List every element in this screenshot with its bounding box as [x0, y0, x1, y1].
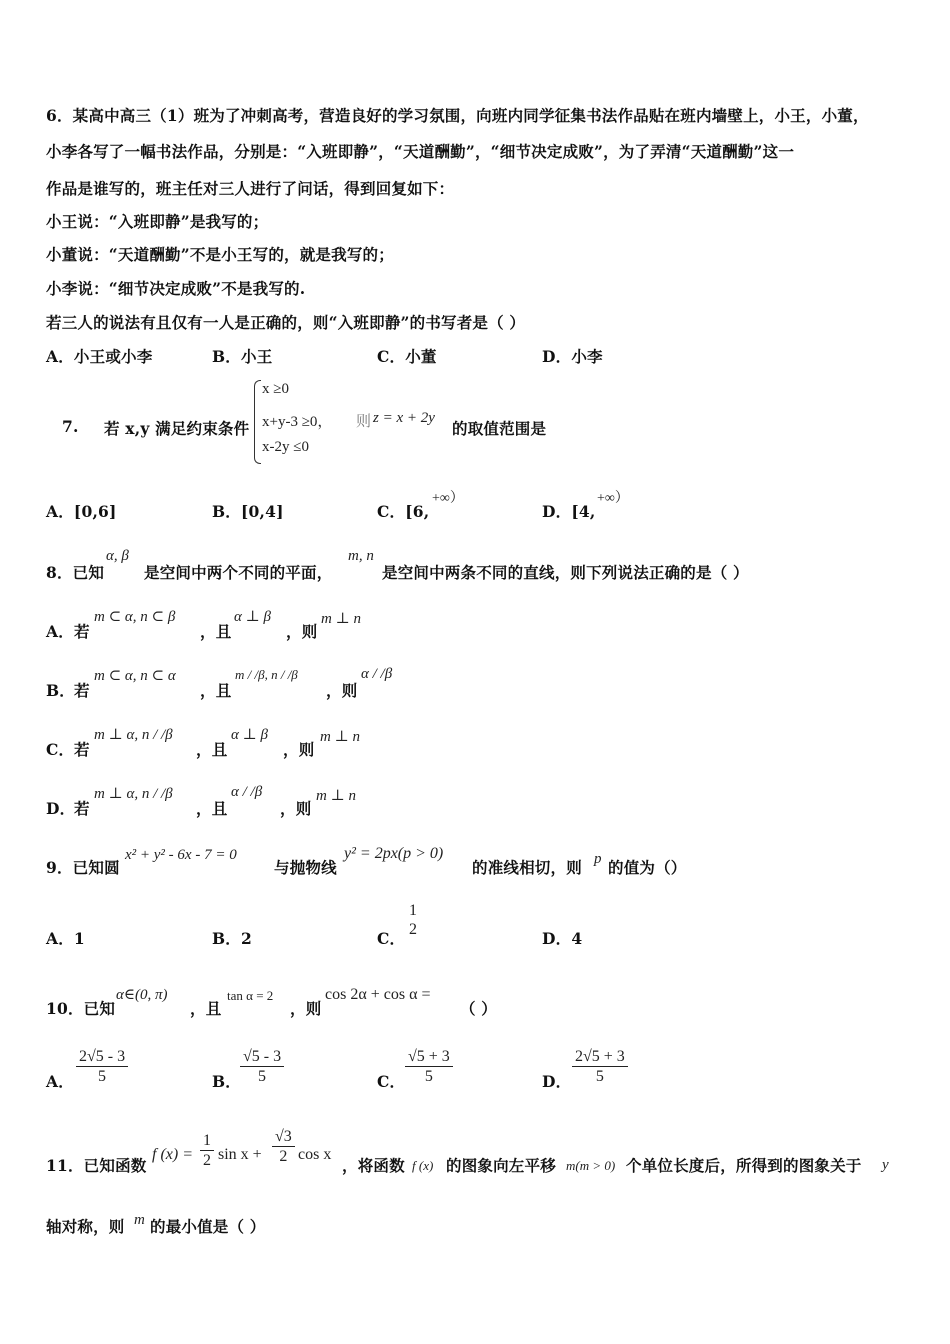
q9-option-c-numerator: 1 — [409, 902, 417, 919]
q10-tan-condition: tan α = 2 — [227, 988, 274, 1003]
q11-stem-part-1: 11．已知函数 — [46, 1156, 147, 1175]
q10-option-d-numerator: 2√5 + 3 — [572, 1047, 628, 1067]
q8-option-d-and: ，且 — [196, 799, 228, 818]
q10-stem-part-2: ，且 — [190, 999, 222, 1018]
q6-option-b: B．小王 — [212, 347, 273, 366]
q7-option-d-infinity: +∞） — [597, 491, 629, 506]
q6-line-5: 小董说：“天道酬勤”不是小王写的，就是我写的； — [46, 245, 394, 264]
q8-planes: α, β — [106, 548, 129, 564]
q8-option-b-conclusion: α / /β — [361, 666, 393, 682]
q7-suffix: 的取值范围是 — [452, 419, 547, 438]
q8-stem-part-1: 8．已知 — [46, 563, 105, 582]
q7-option-a: A．[0,6] — [46, 502, 117, 521]
q8-option-a-condition-2: α ⊥ β — [234, 609, 271, 625]
q10-alpha-range: α∈(0, π) — [116, 987, 168, 1003]
q8-option-a-then: ，则 — [286, 622, 318, 641]
q7-constraint-2: x+y-3 ≥0， — [262, 414, 333, 430]
q8-option-b-condition-1: m ⊂ α, n ⊂ α — [94, 668, 176, 684]
q7-constraint-brace — [254, 380, 261, 464]
q8-option-d-conclusion: m ⊥ n — [316, 788, 356, 804]
q7-option-c: C．[6, — [377, 502, 430, 521]
q6-line-6: 小李说：“细节决定成败”不是我写的. — [46, 279, 306, 298]
q11-stem-part-3: 的图象向左平移 — [446, 1156, 556, 1175]
q8-option-c-label: C． — [46, 740, 75, 759]
q10-stem-part-3: ，则 — [290, 999, 322, 1018]
q10-option-c-denominator: 5 — [424, 1068, 433, 1085]
q11-function-name-2: f (x) — [412, 1158, 434, 1173]
q7-option-b: B．[0,4] — [212, 502, 284, 521]
q9-option-b: B．2 — [212, 929, 252, 948]
q8-option-a-conclusion: m ⊥ n — [321, 611, 361, 627]
q8-option-b-if: 若 — [74, 681, 90, 700]
q11-root3-fraction — [272, 1127, 295, 1166]
q11-stem-part-4: 个单位长度后，所得到的图象关于 — [626, 1156, 862, 1175]
q11-half-fraction — [200, 1131, 214, 1170]
q8-option-d-if: 若 — [74, 799, 90, 818]
q10-option-d-denominator: 5 — [595, 1068, 604, 1085]
q10-option-b-fraction — [240, 1047, 284, 1086]
q7-prefix: 若 x,y 满足约束条件 — [104, 419, 250, 438]
q9-option-c-denominator: 2 — [409, 921, 417, 938]
q8-option-c-and: ，且 — [196, 740, 228, 759]
q10-option-c-numerator: √5 + 3 — [405, 1047, 453, 1067]
q10-option-b-label: B． — [212, 1072, 242, 1091]
q11-line-2-part-1: 轴对称，则 — [46, 1217, 125, 1236]
q10-option-a-fraction — [76, 1047, 128, 1086]
q9-stem-part-2: 与抛物线 — [274, 858, 337, 877]
q6-option-c: C．小董 — [377, 347, 437, 366]
q8-option-b-label: B． — [46, 681, 76, 700]
q8-option-c-if: 若 — [74, 740, 90, 759]
q8-option-b-condition-2: m / /β, n / /β — [235, 667, 298, 682]
q8-option-d-condition-2: α / /β — [231, 784, 263, 800]
q8-option-d-label: D． — [46, 799, 76, 818]
q8-option-b-then: ，则 — [326, 681, 358, 700]
q7-then: 则 — [356, 414, 372, 430]
q11-m-symbol: m — [134, 1212, 145, 1228]
q10-option-a-denominator: 5 — [98, 1068, 107, 1085]
q8-option-a-label: A． — [46, 622, 74, 641]
q10-option-c-fraction — [405, 1047, 453, 1086]
q7-objective: z = x + 2y — [373, 410, 435, 426]
q9-p-symbol: p — [594, 851, 602, 867]
q11-function-name: f (x) = — [152, 1146, 193, 1163]
q11-line-2-part-2: 的最小值是（ ） — [150, 1217, 266, 1236]
q10-expression: cos 2α + cos α = — [325, 986, 431, 1003]
q6-line-7: 若三人的说法有且仅有一人是正确的，则“入班即静”的书写者是（ ） — [46, 313, 526, 332]
q9-parabola-equation: y² = 2px(p > 0) — [344, 845, 444, 862]
q8-option-d-condition-1: m ⊥ α, n / /β — [94, 786, 173, 802]
q8-option-a-and: ，且 — [200, 622, 232, 641]
q8-stem-part-2: 是空间中两个不同的平面， — [144, 563, 333, 582]
q7-constraint-1: x ≥0 — [262, 381, 289, 397]
q11-half-denominator: 2 — [203, 1152, 211, 1169]
q6-line-1: 6．某高中高三（1）班为了冲刺高考，营造良好的学习氛围，向班内同学征集书法作品贴在班内墙壁上，小王，小董， — [46, 106, 869, 125]
q8-stem-part-3: 是空间中两条不同的直线，则下列说法正确的是（ ） — [382, 563, 749, 582]
q8-option-a-condition-1: m ⊂ α, n ⊂ β — [94, 609, 176, 625]
q7-constraint-3: x-2y ≤0 — [262, 439, 309, 455]
q8-lines: m, n — [348, 548, 374, 564]
q10-option-a-label: A． — [46, 1072, 74, 1091]
q10-answer-bracket: （ ） — [460, 999, 497, 1018]
q8-option-c-then: ，则 — [283, 740, 315, 759]
q11-half-numerator: 1 — [200, 1131, 214, 1151]
q7-option-d: D．[4, — [542, 502, 596, 521]
q9-option-d: D．4 — [542, 929, 583, 948]
q11-stem-part-2: ，将函数 — [342, 1156, 405, 1175]
q9-option-a: A．1 — [46, 929, 85, 948]
q6-option-a: A．小王或小李 — [46, 347, 153, 366]
q7-option-c-infinity: +∞） — [432, 491, 464, 506]
q6-line-3: 作品是谁写的，班主任对三人进行了问话，得到回复如下： — [46, 179, 455, 198]
q9-option-c: C． — [377, 929, 406, 948]
q9-stem-part-3: 的准线相切，则 — [472, 858, 582, 877]
q11-root3-denominator: 2 — [279, 1148, 288, 1165]
q6-line-2: 小李各写了一幅书法作品，分别是：“入班即静”，“天道酬勤”，“细节决定成败”，为了弄清“天道酬勤”这一 — [46, 142, 795, 161]
q11-root3-numerator: √3 — [272, 1127, 295, 1147]
q7-number: 7. — [62, 417, 79, 436]
q8-option-b-and: ，且 — [200, 681, 232, 700]
q9-option-c-fraction — [406, 901, 420, 939]
q8-option-c-condition-2: α ⊥ β — [231, 727, 268, 743]
q10-option-d-fraction — [572, 1047, 628, 1086]
q11-y-axis-symbol: y — [882, 1157, 889, 1173]
q8-option-a-if: 若 — [74, 622, 90, 641]
q8-option-c-conclusion: m ⊥ n — [320, 729, 360, 745]
q9-stem-part-1: 9．已知圆 — [46, 858, 120, 877]
q10-stem-part-1: 10．已知 — [46, 999, 116, 1018]
q11-cos-term: cos x — [298, 1146, 332, 1163]
q6-line-4: 小王说：“入班即静”是我写的； — [46, 212, 269, 231]
q8-option-d-then: ，则 — [280, 799, 312, 818]
q10-option-c-label: C． — [377, 1072, 406, 1091]
q8-option-c-condition-1: m ⊥ α, n / /β — [94, 727, 173, 743]
q10-option-b-denominator: 5 — [258, 1068, 267, 1085]
q11-sin-term: sin x + — [218, 1146, 262, 1163]
q10-option-b-numerator: √5 - 3 — [240, 1047, 284, 1067]
q6-option-d: D．小李 — [542, 347, 603, 366]
q10-option-a-numerator: 2√5 - 3 — [76, 1047, 128, 1067]
q11-shift-condition: m(m > 0) — [566, 1158, 616, 1173]
q9-circle-equation: x² + y² - 6x - 7 = 0 — [125, 847, 237, 863]
q10-option-d-label: D． — [542, 1072, 572, 1091]
q9-stem-part-4: 的值为（） — [608, 858, 687, 877]
